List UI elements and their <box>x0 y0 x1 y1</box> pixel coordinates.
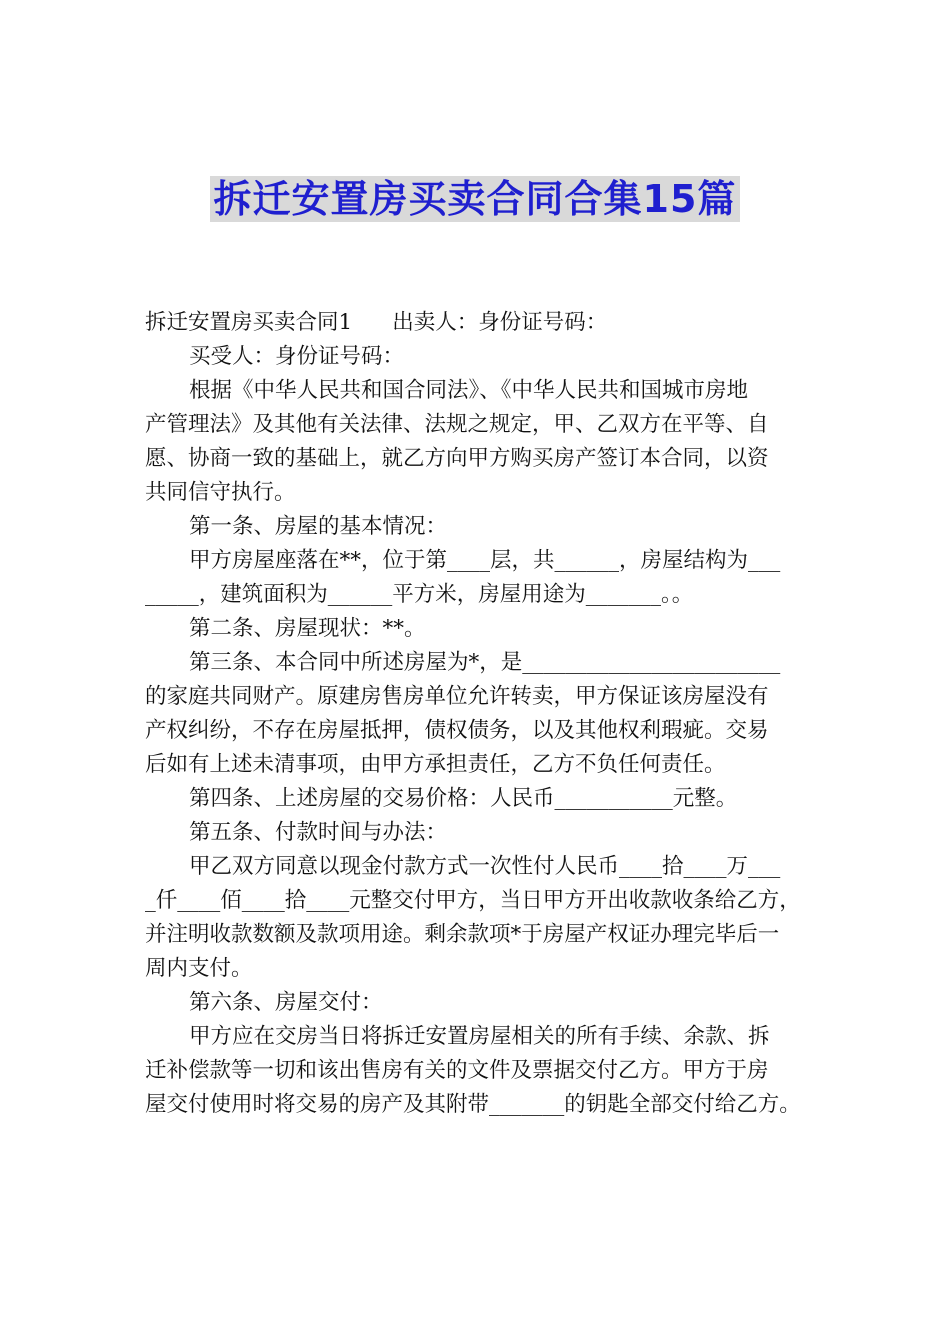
paragraph-line: 甲方房屋座落在**，位于第____层，共______，房屋结构为___ <box>189 548 781 573</box>
paragraph-line: 第三条、本合同中所述房屋为*，是________________________ <box>189 650 781 675</box>
paragraph-line: 根据《中华人民共和国合同法》、《中华人民共和国城市房地 <box>189 378 749 403</box>
paragraph-line: 第二条、房屋现状：**。 <box>189 616 426 641</box>
paragraph-line: _仟____佰____拾____元整交付甲方，当日甲方开出收款收条给乙方， <box>145 888 801 913</box>
paragraph-line: 并注明收款数额及款项用途。剩余款项*于房屋产权证办理完毕后一 <box>145 922 780 947</box>
paragraph-line: 第六条、房屋交付： <box>189 990 383 1015</box>
paragraph-line: 迁补偿款等一切和该出售房有关的文件及票据交付乙方。甲方于房 <box>145 1058 769 1083</box>
title-wrapper <box>0 176 950 222</box>
paragraph-line: 共同信守执行。 <box>145 480 296 505</box>
document-title: 拆迁安置房买卖合同合集15篇 <box>210 176 741 222</box>
paragraph-line: 第四条、上述房屋的交易价格：人民币___________元整。 <box>189 786 738 811</box>
paragraph-line: 屋交付使用时将交易的房产及其附带_______的钥匙全部交付给乙方。 <box>145 1092 801 1117</box>
paragraph-line: 周内支付。 <box>145 956 253 981</box>
paragraph-line: 第五条、付款时间与办法： <box>189 820 448 845</box>
paragraph-line: 第一条、房屋的基本情况： <box>189 514 448 539</box>
paragraph-line: 甲乙双方同意以现金付款方式一次性付人民币____拾____万___ <box>189 854 781 879</box>
contract-subtitle: 拆迁安置房买卖合同1 <box>145 310 353 335</box>
paragraph-line: 后如有上述未清事项，由甲方承担责任，乙方不负任何责任。 <box>145 752 726 777</box>
paragraph-line: 买受人：身份证号码： <box>189 344 405 369</box>
seller-line: 出卖人：身份证号码： <box>392 310 608 335</box>
document-body <box>145 306 810 1122</box>
paragraph-line: _____，建筑面积为______平方米，房屋用途为_______。。 <box>145 582 694 607</box>
paragraph-line <box>145 306 810 340</box>
paragraph-line: 产权纠纷，不存在房屋抵押，债权债务，以及其他权利瑕疵。交易 <box>145 718 769 743</box>
paragraph-line: 产管理法》及其他有关法律、法规之规定，甲、乙双方在平等、自 <box>145 412 769 437</box>
paragraph-line: 愿、协商一致的基础上，就乙方向甲方购买房产签订本合同，以资 <box>145 446 769 471</box>
paragraph-line: 的家庭共同财产。原建房售房单位允许转卖，甲方保证该房屋没有 <box>145 684 769 709</box>
paragraph-line: 甲方应在交房当日将拆迁安置房屋相关的所有手续、余款、拆 <box>189 1024 770 1049</box>
